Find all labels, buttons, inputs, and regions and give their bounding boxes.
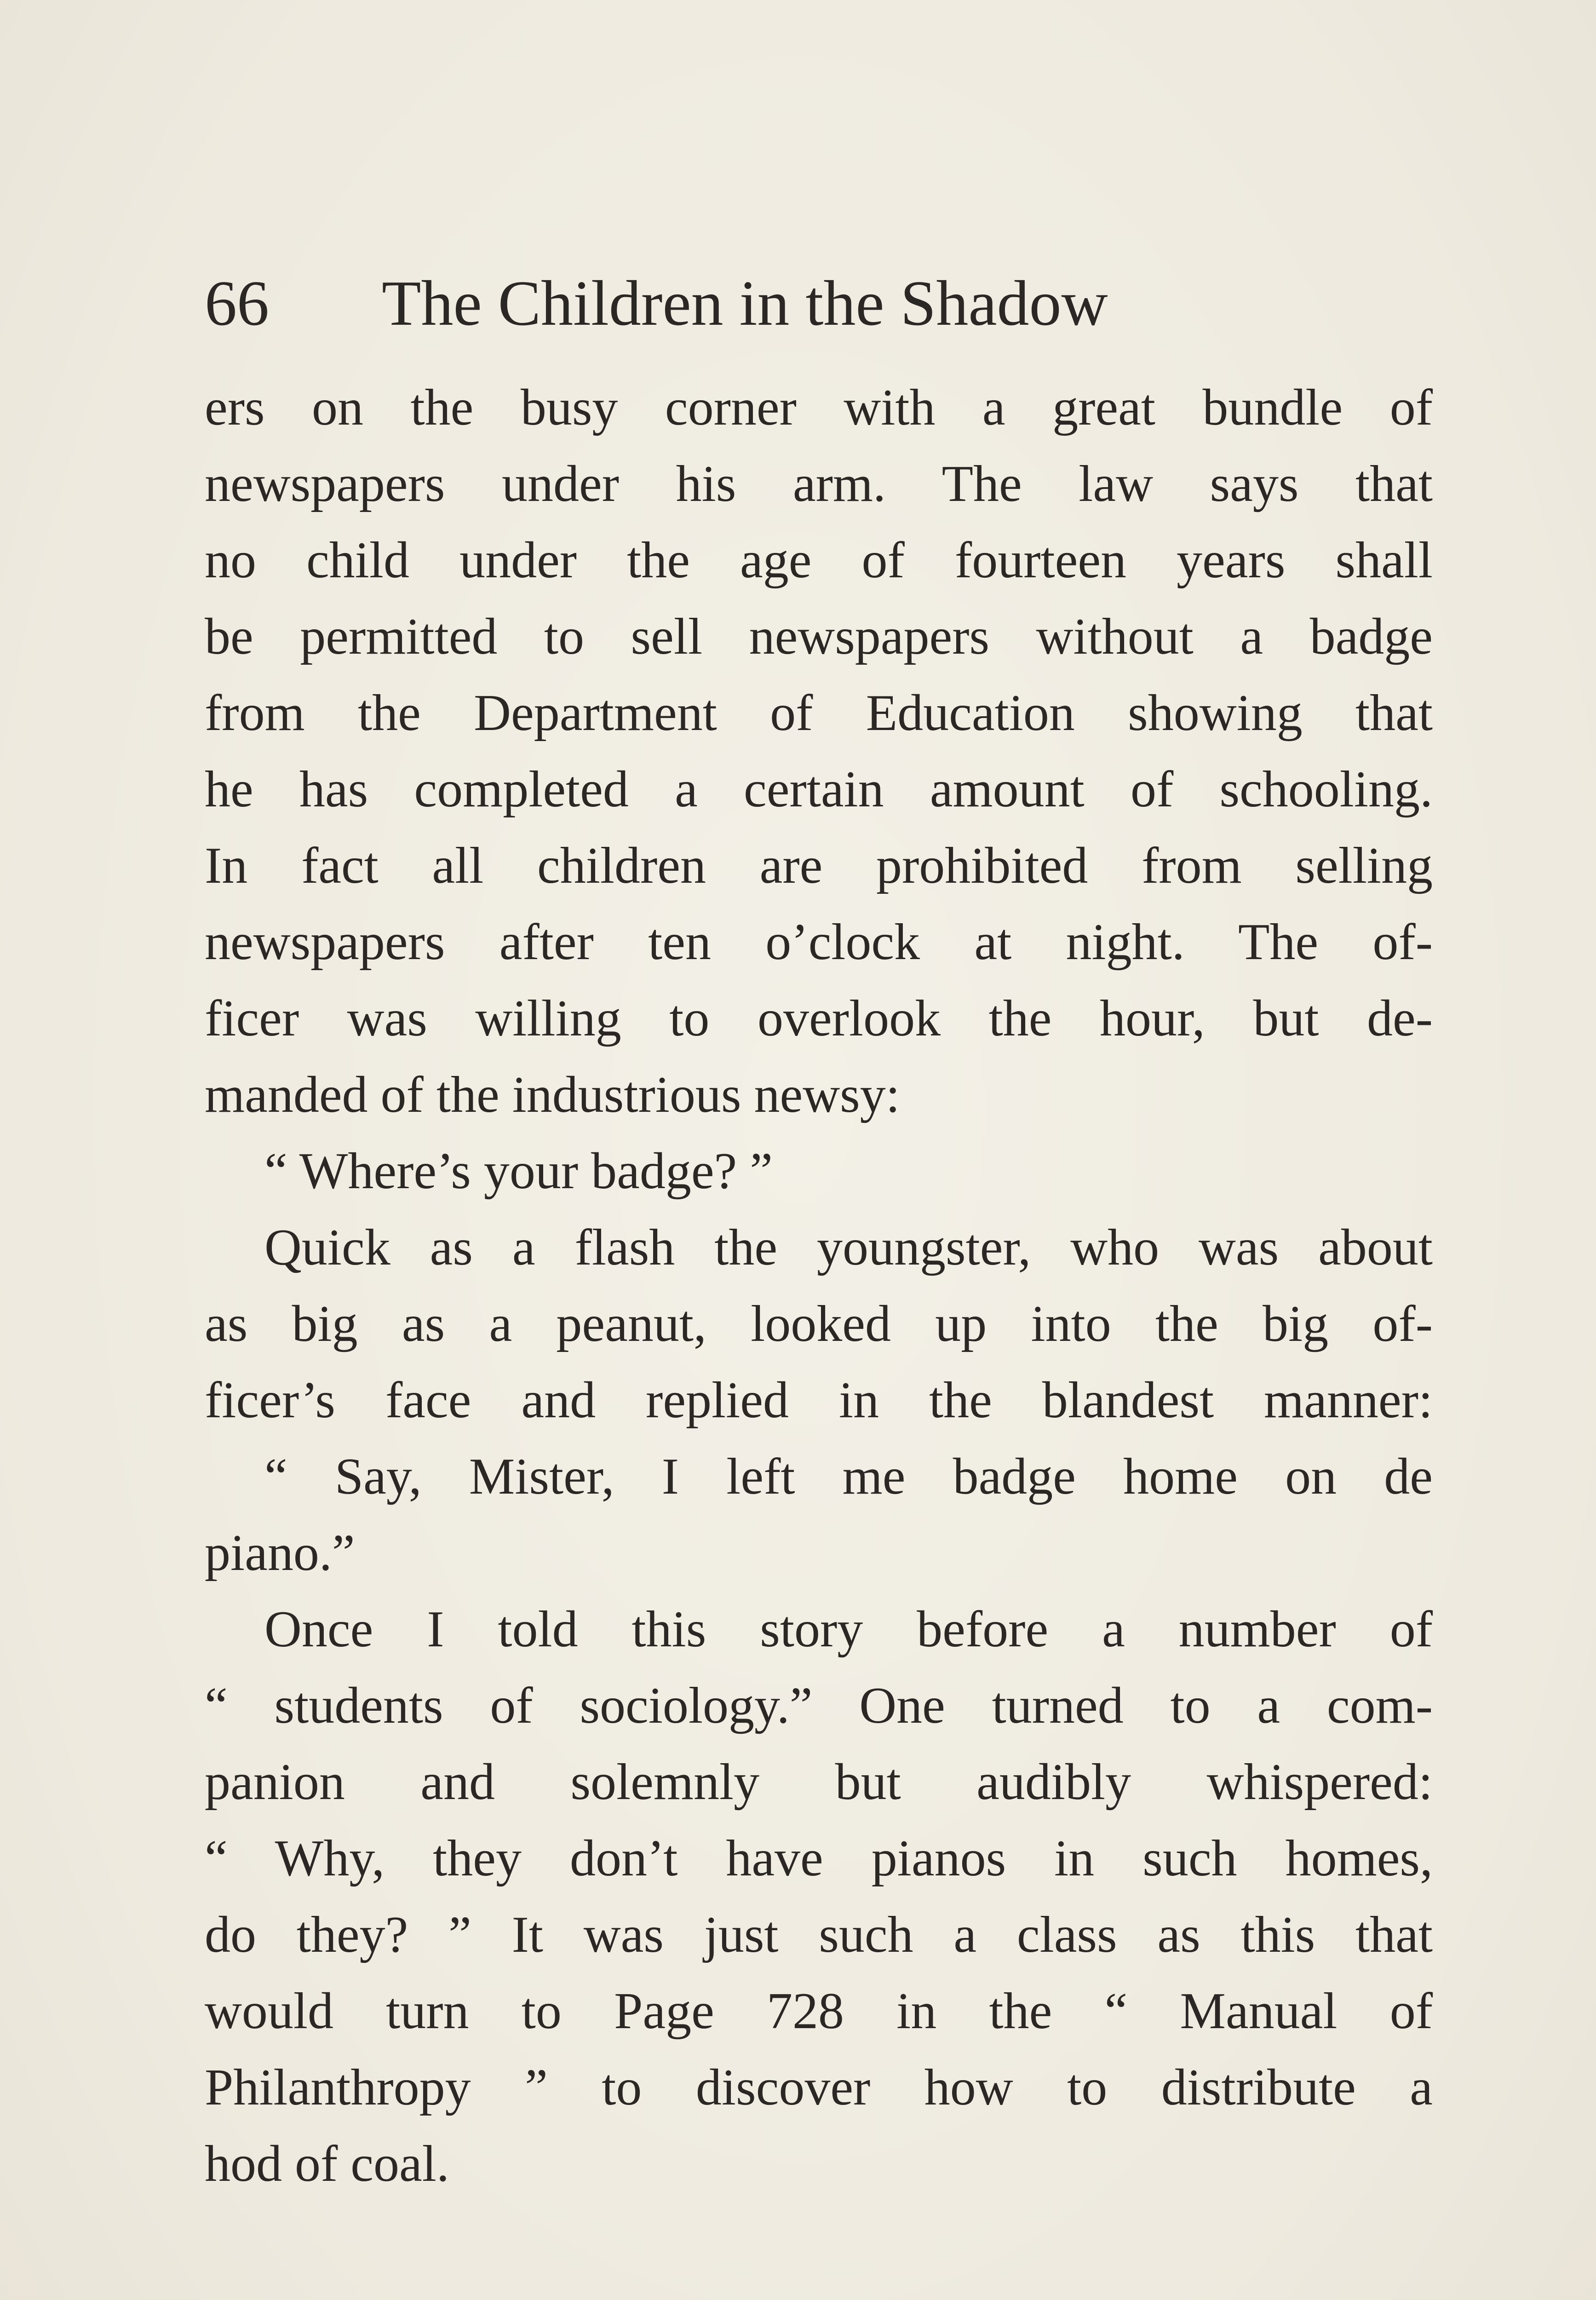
text-line: newspapers after ten o’clock at night. The of- [205,914,1433,971]
text-line: “ Where’s your badge? ” [264,1143,773,1200]
text-line: ficer was willing to overlook the hour, but de- [205,990,1433,1047]
text-line: hod of coal. [205,2135,449,2192]
text-line: as big as a peanut, looked up into the big of- [205,1295,1433,1352]
text-line: no child under the age of fourteen years shall [205,532,1433,589]
text-line: newspapers under his arm. The law says that [205,455,1433,512]
page-number: 66 [205,268,269,339]
text-line: “ Say, Mister, I left me badge home on de [264,1448,1433,1505]
text-line: manded of the industrious newsy: [205,1066,900,1123]
text-line: Once I told this story before a number of [264,1601,1433,1658]
text-line: “ Why, they don’t have pianos in such homes, [205,1830,1433,1887]
text-line: panion and solemnly but audibly whispered: [205,1754,1433,1811]
text-line: Quick as a flash the youngster, who was about [264,1219,1433,1276]
text-line: do they? ” It was just such a class as this that [205,1906,1433,1963]
text-line: ficer’s face and replied in the blandest manner: [205,1372,1433,1429]
text-line: would turn to Page 728 in the “ Manual of [205,1983,1433,2040]
body-text [205,369,1433,2202]
text-line: be permitted to sell newspapers without a badge [205,608,1433,665]
text-line: from the Department of Education showing that [205,684,1433,742]
text-line: Philanthropy ” to discover how to distribute a [205,2059,1433,2116]
text-line: he has completed a certain amount of schooling. [205,761,1433,818]
running-title: The Children in the Shadow [382,268,1108,339]
text-line: piano.” [205,1524,355,1581]
page-header [205,260,1263,347]
text-line: “ students of sociology.” One turned to a com- [205,1677,1433,1734]
text-line: ers on the busy corner with a great bundle of [205,379,1433,436]
text-line: In fact all children are prohibited from selling [205,837,1433,894]
